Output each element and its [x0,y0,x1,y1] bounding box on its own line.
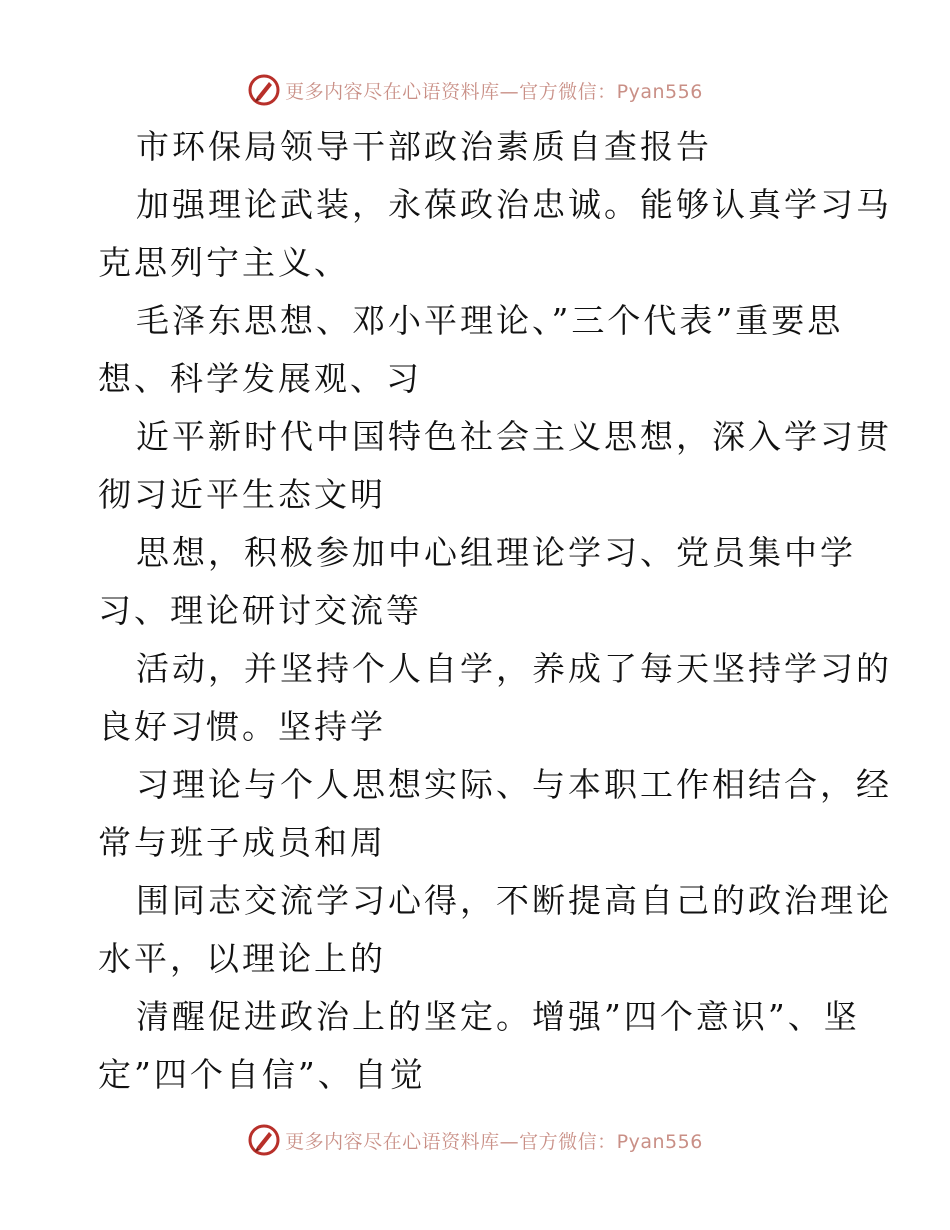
watermark-text: 更多内容尽在心语资料库—官方微信：Pyan556 [285,1130,703,1153]
paragraph-line: 清醒促进政治上的坚定。增强”四个意识”、坚 [136,997,860,1036]
paragraph-line: 思想，积极参加中心组理论学习、党员集中学 [136,533,856,572]
pen-logo-icon [247,1123,281,1157]
paragraph-line: 加强理论武装，永葆政治忠诚。能够认真学习马 [136,185,892,224]
paragraph-line: 定”四个自信”、自觉 [98,1055,426,1094]
paragraph-line: 水平，以理论上的 [98,939,386,978]
paragraph-line: 毛泽东思想、邓小平理论、”三个代表”重要思 [136,301,844,340]
paragraph-line: 近平新时代中国特色社会主义思想，深入学习贯 [136,417,892,456]
paragraph-line: 良好习惯。坚持学 [98,707,386,746]
document-body [98,118,892,1104]
paragraph-line: 习、理论研讨交流等 [98,591,422,630]
paragraph-line: 常与班子成员和周 [98,823,386,862]
footer-watermark [0,1120,950,1160]
pen-logo-icon [247,73,281,107]
watermark-text: 更多内容尽在心语资料库—官方微信：Pyan556 [285,80,703,103]
paragraph-line: 克思列宁主义、 [98,243,350,282]
header-watermark [0,70,950,110]
paragraph-line: 习理论与个人思想实际、与本职工作相结合，经 [136,765,892,804]
paragraph-line: 活动，并坚持个人自学，养成了每天坚持学习的 [136,649,892,688]
paragraph-line: 彻习近平生态文明 [98,475,386,514]
paragraph-line: 围同志交流学习心得，不断提高自己的政治理论 [136,881,892,920]
paragraph-line: 想、科学发展观、习 [98,359,422,398]
document-title: 市环保局领导干部政治素质自查报告 [136,127,712,166]
